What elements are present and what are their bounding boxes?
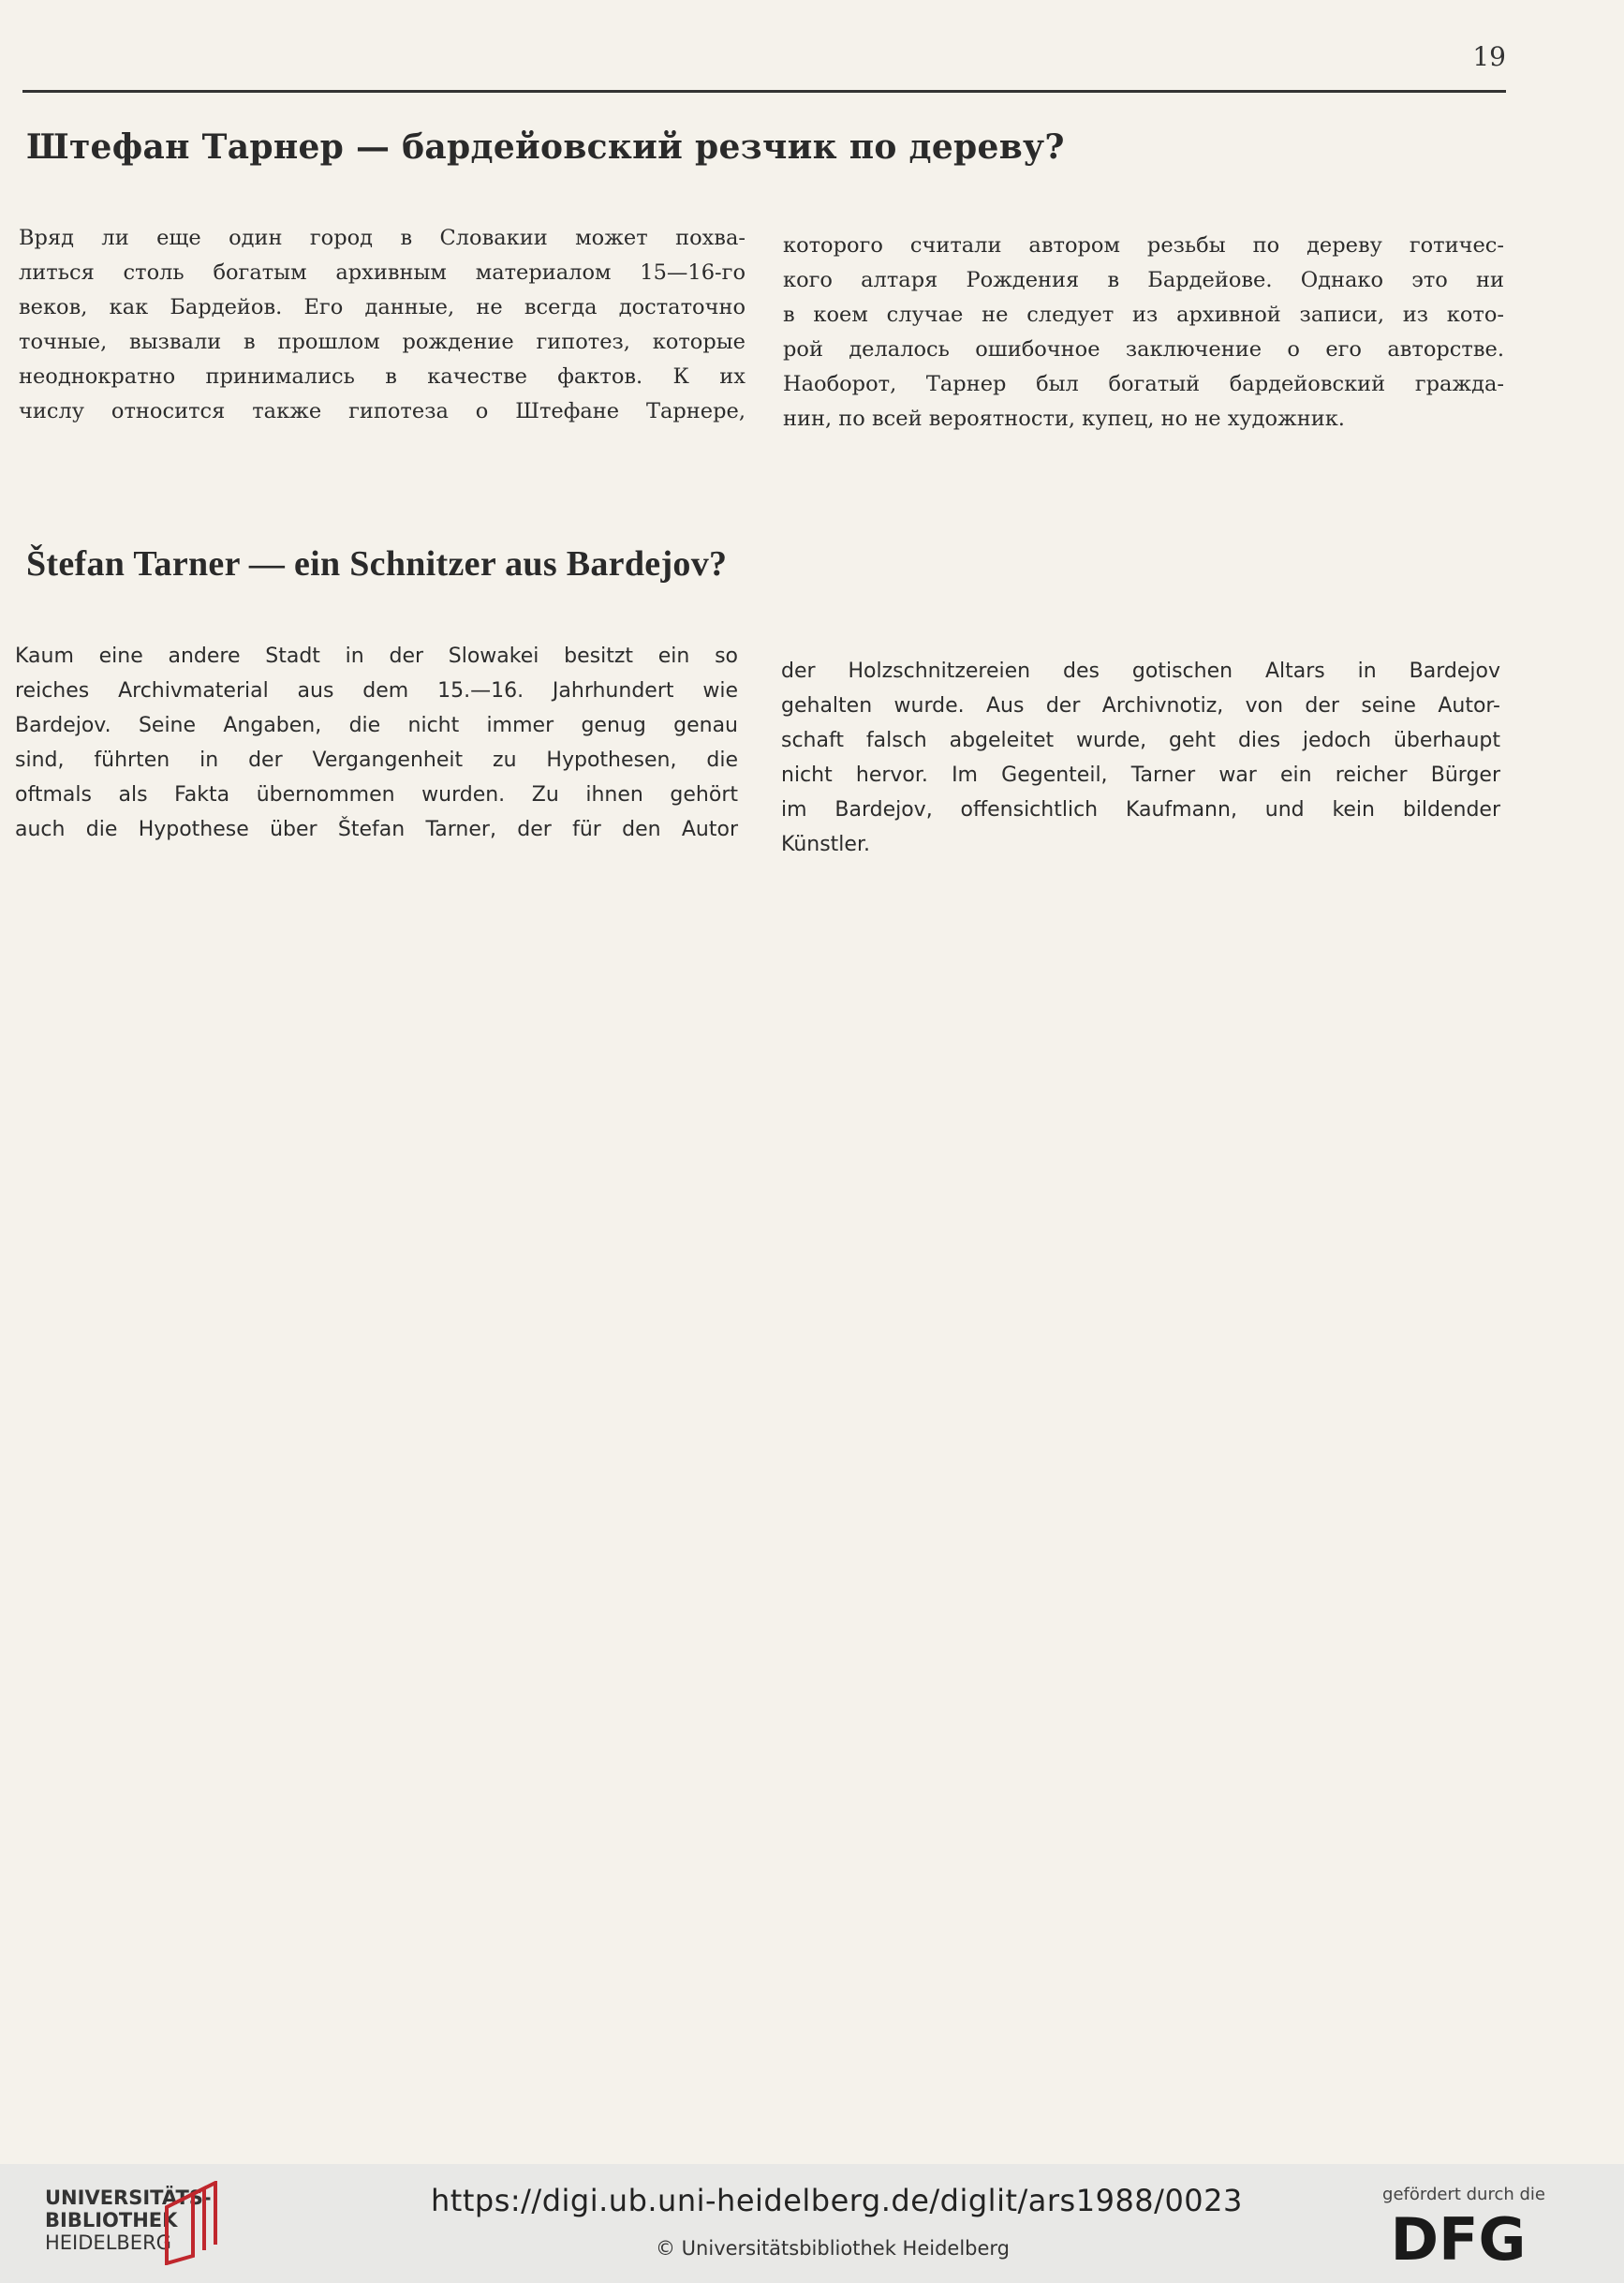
library-name-line: BIBLIOTHEK [45, 2209, 178, 2231]
text-line: reiches Archivmaterial aus dem 15.—16. Jahrhundert wie [15, 679, 738, 703]
text-line: кого алтаря Рождения в Бардейове. Однако это ни [783, 268, 1504, 292]
text-line: Bardejov. Seine Angaben, die nicht immer genug genau [15, 714, 738, 737]
text-line: Наоборот, Тарнер был богатый бардейовский гражда- [783, 372, 1504, 396]
text-line: которого считали автором резьбы по дереву готичес- [783, 233, 1504, 258]
copyright-notice: © Universitätsbibliothek Heidelberg [656, 2237, 1011, 2260]
russian-column-left [19, 221, 746, 429]
text-line: числу относится также гипотеза о Штефане Тарнере, [19, 399, 746, 423]
text-line: nicht hervor. Im Gegenteil, Tarner war ein reicher Bürger [781, 763, 1500, 787]
library-name-line: HEIDELBERG [45, 2231, 171, 2254]
text-line: Kaum eine andere Stadt in der Slowakei besitzt ein so [15, 645, 738, 668]
text-line: oftmals als Fakta übernommen wurden. Zu ihnen gehört [15, 783, 738, 807]
dfg-logo-text: DFG [1390, 2207, 1527, 2267]
library-name-line: UNIVERSITÄTS- [45, 2187, 212, 2209]
funded-by-label: gefördert durch die [1382, 2185, 1545, 2204]
permalink-url[interactable]: https://digi.ub.uni-heidelberg.de/diglit/ars1988/0023 [431, 2183, 1243, 2218]
text-line: im Bardejov, offensichtlich Kaufmann, und kein bildender [781, 798, 1500, 822]
text-line: auch die Hypothese über Štefan Tarner, der für den Autor [15, 818, 738, 841]
text-line: schaft falsch abgeleitet wurde, geht dies jedoch überhaupt [781, 729, 1500, 752]
library-logo-icon [159, 2181, 225, 2265]
text-line: литься столь богатым архивным материалом 15—16-го [19, 260, 746, 285]
russian-heading: Штефан Тарнер — бардейовский резчик по дереву? [26, 127, 1065, 167]
text-line: точные, вызвали в прошлом рождение гипотез, которые [19, 330, 746, 354]
text-line: gehalten wurde. Aus der Archivnotiz, von der seine Autor- [781, 694, 1500, 718]
text-line: der Holzschnitzereien des gotischen Altars in Bardejov [781, 660, 1500, 683]
text-line: в коем случае не следует из архивной записи, из кото- [783, 303, 1504, 327]
text-line: рой делалось ошибочное заключение о его авторстве. [783, 337, 1504, 362]
text-line: веков, как Бардейов. Его данные, не всегда достаточно [19, 295, 746, 319]
dfg-logo-icon [1369, 2207, 1547, 2267]
text-line: нин, по всей вероятности, купец, но не художник. [783, 407, 1345, 431]
russian-column-right [783, 229, 1504, 437]
viewer-footer [0, 2164, 1624, 2283]
text-line: неоднократно принимались в качестве фактов. К их [19, 364, 746, 389]
text-line: sind, führten in der Vergangenheit zu Hypothesen, die [15, 749, 738, 772]
german-heading: Štefan Tarner — ein Schnitzer aus Bardejov? [26, 544, 728, 584]
text-line: Вряд ли еще один город в Словакии может похва- [19, 226, 746, 250]
page-number: 19 [1472, 41, 1506, 72]
text-line: Künstler. [781, 833, 870, 856]
header-rule [22, 90, 1506, 93]
german-column-left [15, 639, 738, 847]
german-column-right [781, 654, 1500, 862]
